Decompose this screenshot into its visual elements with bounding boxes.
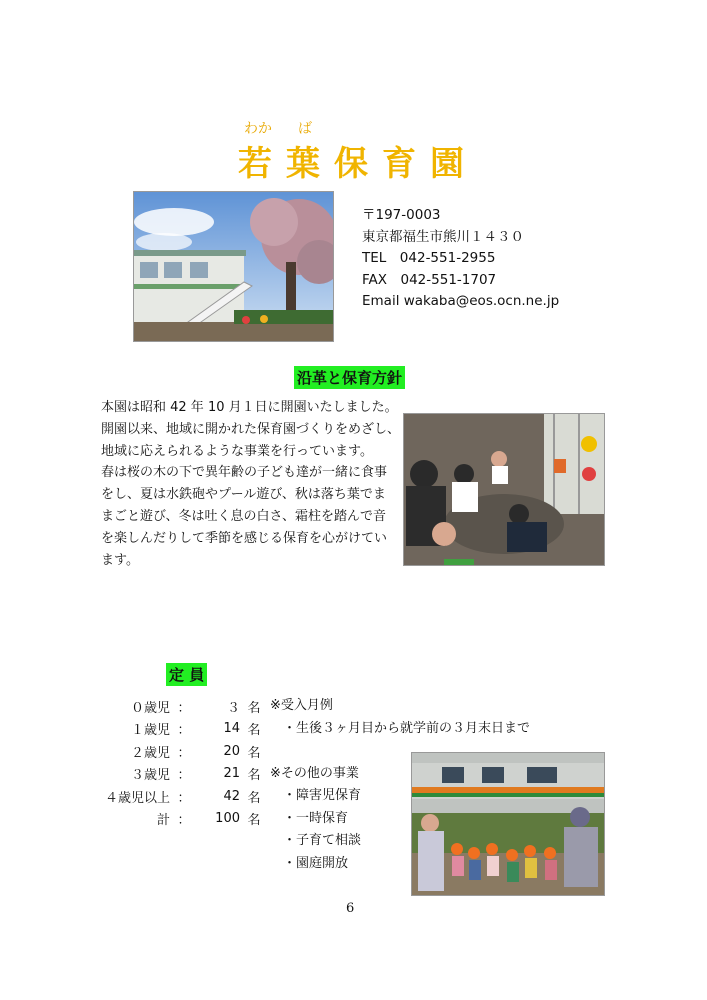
- colon-cell: ：: [177, 700, 191, 716]
- fax-number: FAX 042-551-1707: [362, 271, 497, 288]
- note-line: ・一時保育: [270, 810, 349, 826]
- unit-cell: 名: [247, 745, 261, 761]
- history-line: をし、夏は水鉄砲やプール遊び、秋は落ち葉でま: [101, 487, 386, 503]
- history-line: まごと遊び、冬は吐く息の白さ、霜柱を踏んで音: [101, 508, 386, 524]
- table-row: [100, 763, 268, 786]
- furigana-ba: ば: [298, 121, 312, 137]
- age-cell: 計: [156, 813, 170, 829]
- email-address[interactable]: Email wakaba@eos.ocn.ne.jp: [362, 293, 560, 309]
- unit-cell: 名: [247, 790, 261, 806]
- note-line: ・園庭開放: [270, 855, 349, 871]
- note-line: ※受入月例: [270, 698, 333, 713]
- unit-cell: 名: [247, 723, 261, 739]
- note-line: ・生後３ヶ月目から就学前の３月末日まで: [270, 720, 531, 736]
- note-line: ・障害児保育: [270, 788, 362, 803]
- history-line: 本園は昭和 42 年 10 月１日に開園いたしました。: [101, 400, 398, 415]
- count-cell: 42: [223, 788, 240, 804]
- count-cell: 21: [223, 766, 240, 782]
- age-cell: ０歳児: [130, 700, 170, 716]
- count-cell: ３: [226, 700, 240, 716]
- table-row: [100, 785, 268, 808]
- count-cell: 100: [215, 811, 240, 827]
- furigana-waka: わか: [244, 121, 272, 137]
- address: 東京都福生市熊川１４３０: [362, 228, 524, 245]
- train-photo: [411, 752, 605, 896]
- table-row: [100, 740, 268, 763]
- capacity-table: [100, 695, 268, 830]
- count-cell: 14: [223, 721, 240, 737]
- history-text: [101, 397, 401, 571]
- unit-cell: 名: [247, 700, 261, 716]
- age-cell: ３歳児: [130, 768, 170, 784]
- page-number: 6: [346, 901, 355, 916]
- count-cell: 20: [223, 743, 240, 759]
- age-cell: １歳児: [130, 723, 170, 739]
- unit-cell: 名: [247, 813, 261, 829]
- history-line: 地域に応えられるような事業を行っています。: [101, 443, 373, 459]
- history-line: ます。: [101, 552, 139, 568]
- colon-cell: ：: [177, 790, 191, 806]
- postal-code: 〒197-0003: [362, 207, 441, 223]
- note-line: ※その他の事業: [270, 765, 359, 781]
- age-cell: ４歳児以上: [104, 790, 170, 806]
- capacity-heading: 定 員: [166, 663, 207, 686]
- colon-cell: ：: [177, 768, 191, 784]
- phone-number: TEL 042-551-2955: [362, 250, 496, 266]
- building-photo: [133, 191, 334, 342]
- colon-cell: ：: [177, 745, 191, 761]
- note-line: ・子育て相談: [270, 833, 362, 848]
- table-row: [100, 695, 268, 718]
- table-row: [100, 808, 268, 831]
- colon-cell: ：: [177, 813, 191, 829]
- unit-cell: 名: [247, 768, 261, 784]
- age-cell: ２歳児: [130, 745, 170, 761]
- table-row: [100, 718, 268, 741]
- colon-cell: ：: [177, 723, 191, 739]
- contact-info: [362, 205, 559, 313]
- page-title: 若葉保育園: [238, 144, 478, 184]
- history-heading: 沿革と保育方針: [294, 366, 405, 389]
- sandbox-photo: [403, 413, 605, 566]
- history-line: 春は桜の木の下で異年齢の子ども達が一緒に食事: [101, 465, 388, 481]
- history-line: を楽しんだりして季節を感じる保育を心がけてい: [101, 530, 388, 546]
- history-line: 開園以来、地域に開かれた保育園づくりをめざし、: [101, 421, 401, 437]
